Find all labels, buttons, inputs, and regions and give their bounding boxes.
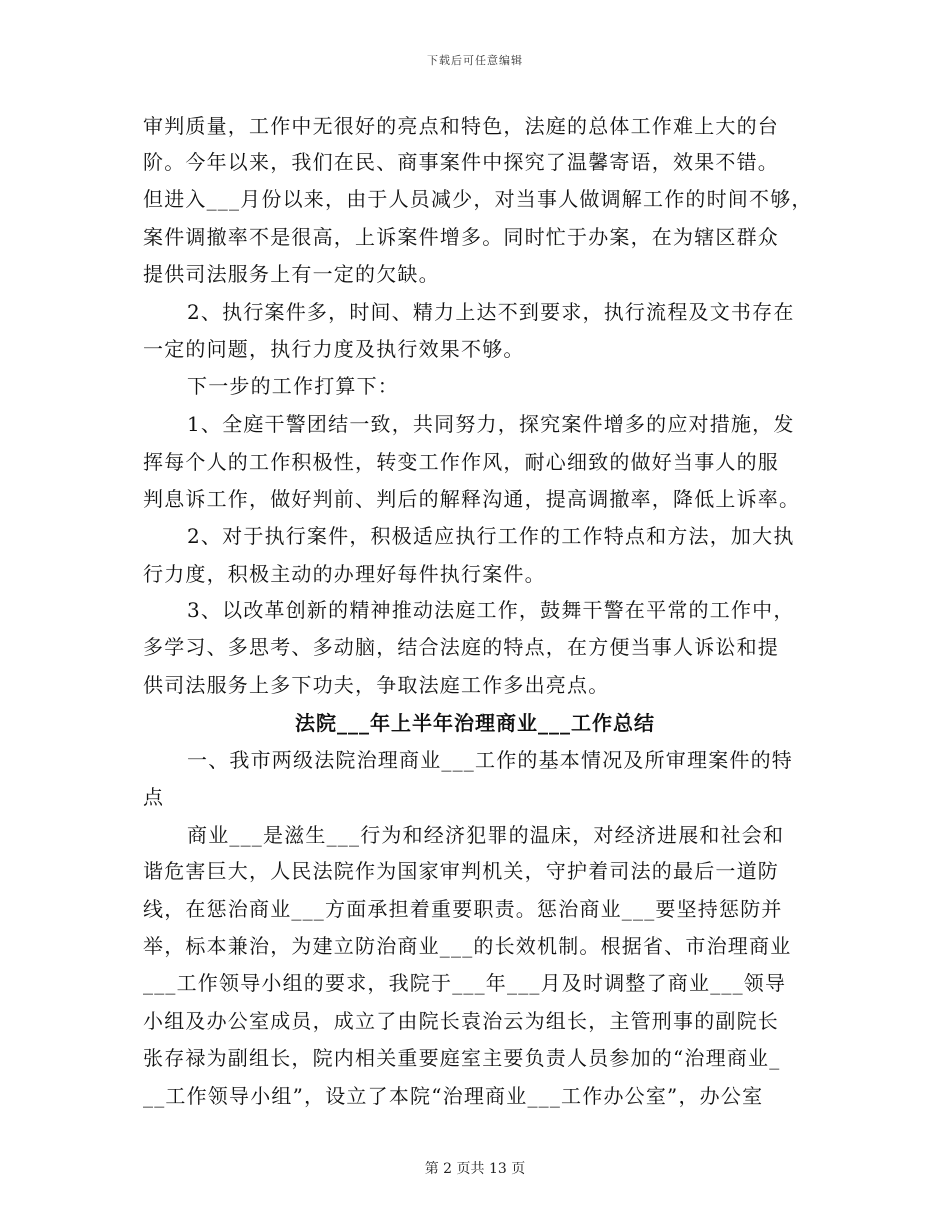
text-line: 行力度，积极主动的办理好每件执行案件。 <box>143 562 546 586</box>
text-line: 2、执行案件多，时间、精力上达不到要求，执行流程及文书存在 <box>187 300 795 324</box>
page-footer: 第 2 页共 13 页 <box>424 1161 526 1177</box>
text-line: 案件调撤率不是很高，上诉案件增多。同时忙于办案，在为辖区群众 <box>143 225 779 249</box>
text-line: __工作领导小组”，设立了本院“治理商业___工作办公室”，办公室 <box>143 1084 764 1108</box>
text-line: 举，标本兼治，为建立防治商业___的长效机制。根据省、市治理商业 <box>143 934 792 958</box>
text-line: 线，在惩治商业___方面承担着重要职责。惩治商业___要坚持惩防并 <box>143 897 783 921</box>
text-line: 挥每个人的工作积极性，转变工作作风，耐心细致的做好当事人的服 <box>143 450 779 474</box>
text-line: 点 <box>143 785 165 809</box>
text-line: 提供司法服务上有一定的欠缺。 <box>143 262 440 286</box>
text-line: 1、全庭干警团结一致，共同努力，探究案件增多的应对措施，发 <box>187 412 795 436</box>
text-line: 阶。今年以来，我们在民、商事案件中探究了温馨寄语，效果不错。 <box>143 150 779 174</box>
text-line: 商业___是滋生___行为和经济犯罪的温床，对经济进展和社会和 <box>187 823 785 847</box>
text-line: 但进入___月份以来，由于人员减少，对当事人做调解工作的时间不够， <box>143 187 813 211</box>
text-line: 判息诉工作，做好判前、判后的解释沟通，提高调撤率，降低上诉率。 <box>143 487 801 511</box>
text-line: 供司法服务上多下功夫，争取法庭工作多出亮点。 <box>143 673 610 697</box>
section-title: 法院___年上半年治理商业___工作总结 <box>295 711 655 735</box>
text-line: 一、我市两级法院治理商业___工作的基本情况及所审理案件的特 <box>187 748 793 772</box>
text-line: 多学习、多思考、多动脑，结合法庭的特点，在方便当事人诉讼和提 <box>143 635 779 659</box>
text-line: 一定的问题，执行力度及执行效果不够。 <box>143 337 525 361</box>
page-header: 下载后可任意编辑 <box>427 54 523 67</box>
text-line: 下一步的工作打算下： <box>187 374 399 398</box>
text-line: 谐危害巨大，人民法院作为国家审判机关，守护着司法的最后一道防 <box>143 859 779 883</box>
text-line: 张存禄为副组长，院内相关重要庭室主要负责人员参加的“治理商业_ <box>143 1046 781 1070</box>
text-line: ___工作领导小组的要求，我院于___年___月及时调整了商业___领导 <box>143 971 787 995</box>
text-line: 3、以改革创新的精神推动法庭工作，鼓舞干警在平常的工作中， <box>187 598 795 622</box>
text-line: 2、对于执行案件，积极适应执行工作的工作特点和方法，加大执 <box>187 524 795 548</box>
text-line: 小组及办公室成员，成立了由院长袁治云为组长，主管刑事的副院长 <box>143 1009 779 1033</box>
text-line: 审判质量，工作中无很好的亮点和特色，法庭的总体工作难上大的台 <box>143 114 779 138</box>
